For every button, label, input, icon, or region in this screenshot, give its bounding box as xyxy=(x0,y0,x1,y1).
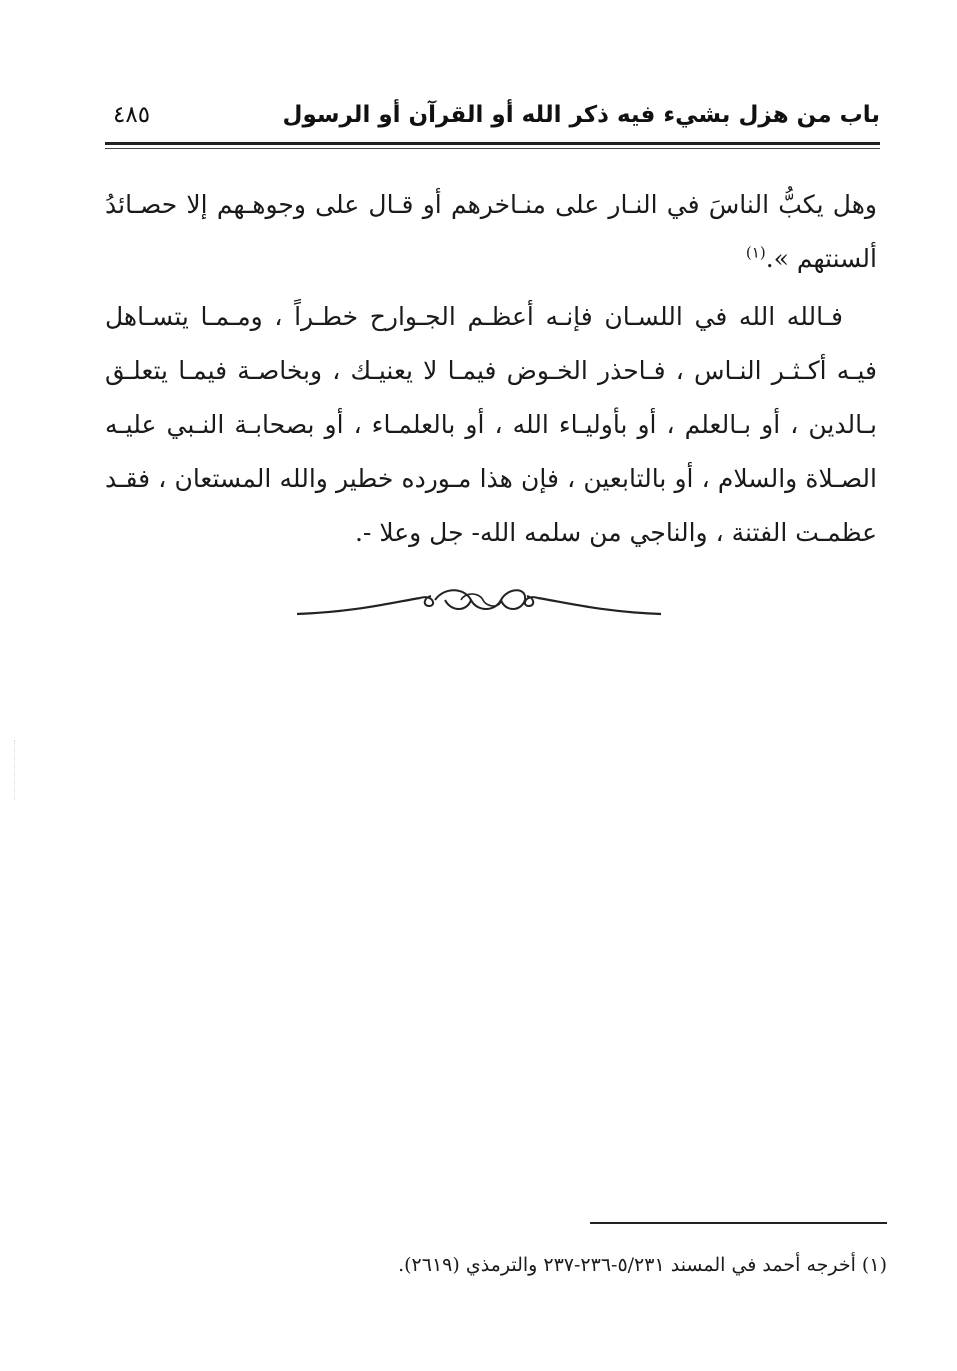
body-text xyxy=(105,178,877,560)
header-rule-thin xyxy=(105,148,880,149)
header-rule xyxy=(105,142,880,145)
paragraph xyxy=(105,178,877,286)
page-header xyxy=(105,92,880,142)
paragraph-text: وهل يكبُّ الناسَ في النـار على منـاخرهم أو قـال على وجوهـهم إلا حصـائدُ ألسنتهم ». xyxy=(105,190,877,273)
footnote-rule xyxy=(590,1222,887,1224)
footnote: (١) أخرجه أحمد في المسند ٥/٢٣١-٢٣٦-٢٣٧ والترمذي (٢٦١٩). xyxy=(398,1254,887,1276)
scan-margin-marks xyxy=(14,740,17,800)
decorative-scroll-divider-icon xyxy=(295,578,663,628)
paragraph: فـالله الله في اللسـان فإنـه أعظـم الجـوارح خطـراً ، ومـمـا يتسـاهل فيـه أكـثـر النـاس ، فـاحذر الخـوض فيمـا لا يعنيـك ، وبخاصـة فيمـا يتعلـق بـالدين ، أو بـالعلم ، أو بأوليـاء الله ، أو بالعلمـاء ، أو بصحابـة النـبي عليـه الصـلاة والسلام ، أو بالتابعين ، فإن هذا مـورده خطير والله المستعان ، فقـد عظمـت الفتنة ، والناجي من سلمه الله- جل وعلا -. xyxy=(105,302,877,547)
page-number: ٤٨٥ xyxy=(113,102,151,128)
running-title: باب من هزل بشيء فيه ذكر الله أو القرآن أو الرسول xyxy=(282,102,880,128)
footnote-reference[interactable]: (١) xyxy=(745,243,766,262)
